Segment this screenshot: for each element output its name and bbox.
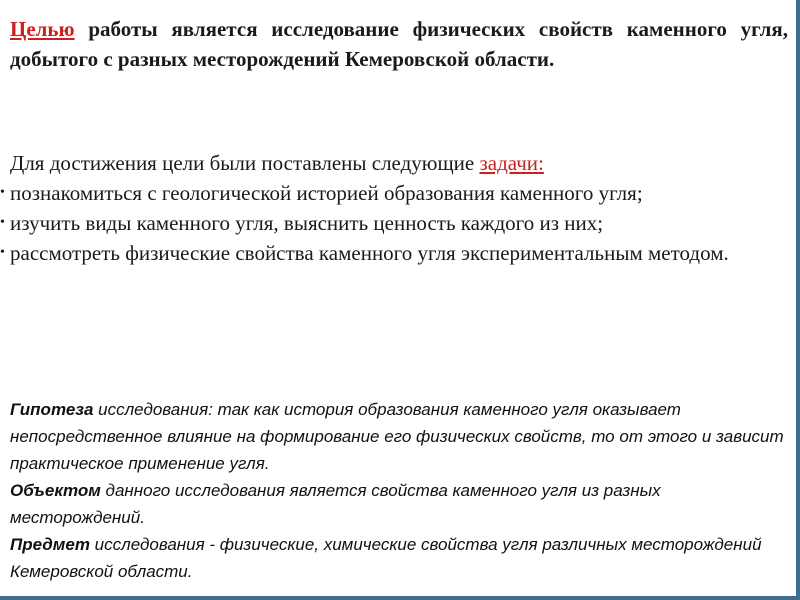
object-keyword: Объектом	[10, 481, 101, 500]
tasks-intro-text: Для достижения цели были поставлены следующие	[10, 151, 480, 175]
subject-keyword: Предмет	[10, 535, 90, 554]
object-text: данного исследования является свойства каменного угля из разных месторождений.	[10, 481, 661, 527]
goal-keyword: Целью	[10, 17, 75, 41]
task-item-text: познакомиться с геологической историей образования каменного угля;	[10, 181, 643, 205]
task-item-text: рассмотреть физические свойства каменного угля экспериментальным методом.	[10, 241, 729, 265]
hypothesis-keyword: Гипотеза	[10, 400, 94, 419]
list-item	[0, 208, 788, 238]
hypothesis-paragraph	[10, 396, 785, 477]
tasks-section	[0, 148, 788, 268]
tasks-intro	[0, 148, 788, 178]
tasks-list	[0, 178, 788, 268]
bullet-icon: •	[0, 185, 5, 200]
goal-text: работы является исследование физических свойств каменного угля, добытого с разных месторождений Кемеровской области.	[10, 17, 788, 71]
bullet-icon: •	[0, 245, 5, 260]
subject-text: исследования - физические, химические свойства угля различных месторождений Кемеровской области.	[10, 535, 762, 581]
subject-paragraph	[10, 531, 785, 585]
hypothesis-text: исследования: так как история образования каменного угля оказывает непосредственное влияние на формирование его физических свойств, то от этого и зависит практическое применение угля.	[10, 400, 784, 473]
tasks-keyword-text: задачи	[479, 151, 539, 175]
task-item-text: изучить виды каменного угля, выяснить ценность каждого из них;	[10, 211, 604, 235]
list-item	[0, 178, 788, 208]
tasks-keyword	[479, 151, 543, 175]
research-details	[10, 396, 785, 585]
object-paragraph	[10, 477, 785, 531]
tasks-keyword-colon: :	[538, 151, 544, 175]
goal-paragraph	[10, 14, 788, 74]
list-item	[0, 238, 788, 268]
bullet-icon: •	[0, 215, 5, 230]
